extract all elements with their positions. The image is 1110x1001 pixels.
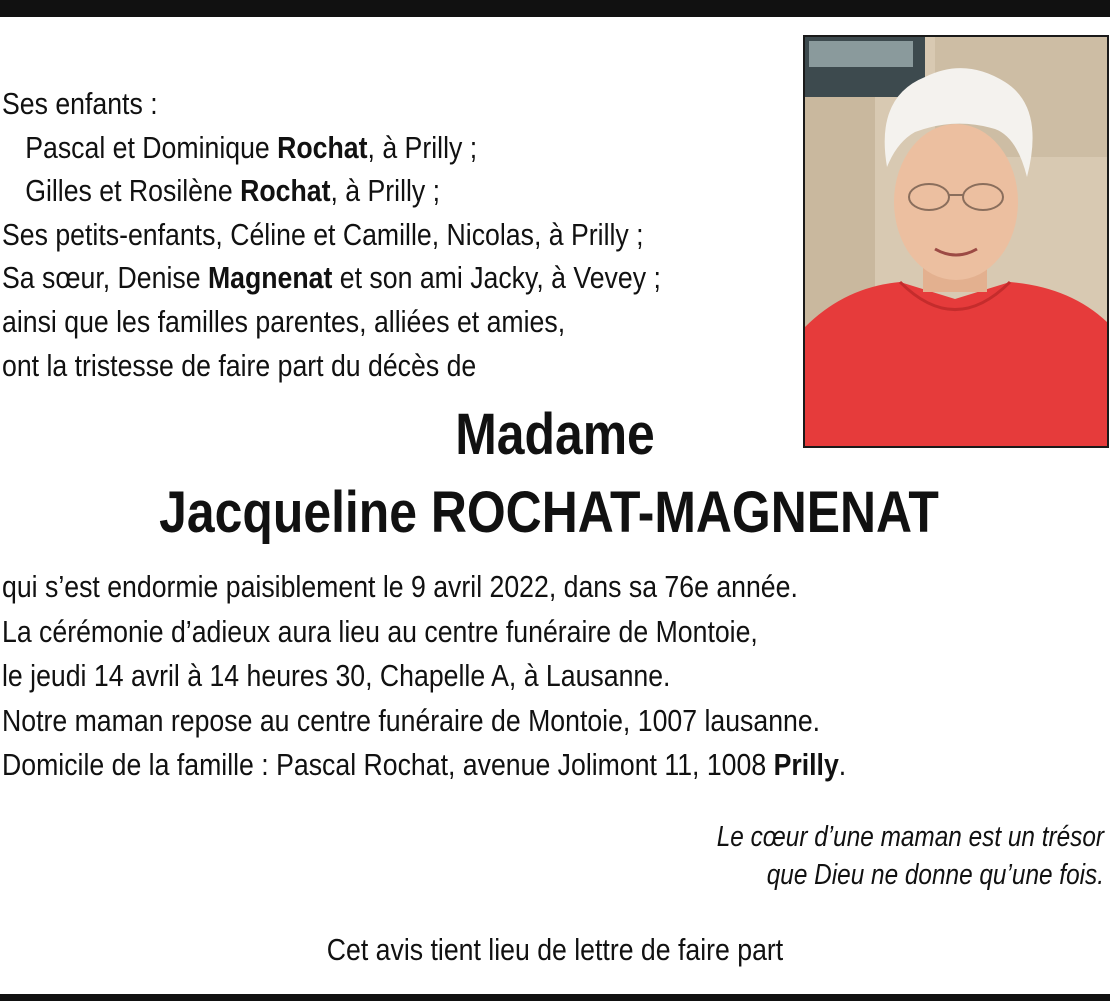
intro-line: ainsi que les familles parentes, alliées et amies, bbox=[2, 303, 566, 339]
notice-statement: Cet avis tient lieu de lettre de faire part bbox=[326, 932, 784, 967]
deceased-name: Jacqueline ROCHAT-MAGNENAT bbox=[159, 480, 939, 545]
quote-line: que Dieu ne donne qu’une fois. bbox=[766, 859, 1104, 891]
details-line: Domicile de la famille : Pascal Rochat, avenue Jolimont 11, 1008 Prilly. bbox=[2, 747, 847, 782]
intro-line: ont la tristesse de faire part du décès de bbox=[2, 347, 477, 383]
details-line: Notre maman repose au centre funéraire de Montoie, 1007 lausanne. bbox=[2, 702, 821, 738]
intro-line: Ses petits-enfants, Céline et Camille, Nicolas, à Prilly ; bbox=[2, 216, 644, 252]
quote-line: Le cœur d’une maman est un trésor bbox=[716, 821, 1104, 853]
intro-line: Ses enfants : bbox=[2, 86, 158, 121]
details-line: le jeudi 14 avril à 14 heures 30, Chapelle A, à Lausanne. bbox=[2, 658, 671, 693]
intro-line: Gilles et Rosilène Rochat, à Prilly ; bbox=[25, 173, 441, 209]
memorial-quote bbox=[717, 818, 1104, 894]
intro-line: Sa sœur, Denise Magnenat et son ami Jacky, à Vevey ; bbox=[2, 260, 661, 296]
portrait-photo bbox=[803, 35, 1109, 448]
family-announcement bbox=[2, 82, 681, 387]
details-line: qui s’est endormie paisiblement le 9 avril 2022, dans sa 76e année. bbox=[2, 569, 798, 604]
deceased-honorific: Madame bbox=[455, 402, 655, 467]
intro-line: Pascal et Dominique Rochat, à Prilly ; bbox=[25, 129, 478, 165]
top-border-rule bbox=[0, 0, 1110, 17]
details-line: La cérémonie d’adieux aura lieu au centre funéraire de Montoie, bbox=[2, 613, 758, 649]
bottom-border-rule bbox=[0, 994, 1110, 1001]
ceremony-details bbox=[2, 565, 846, 788]
